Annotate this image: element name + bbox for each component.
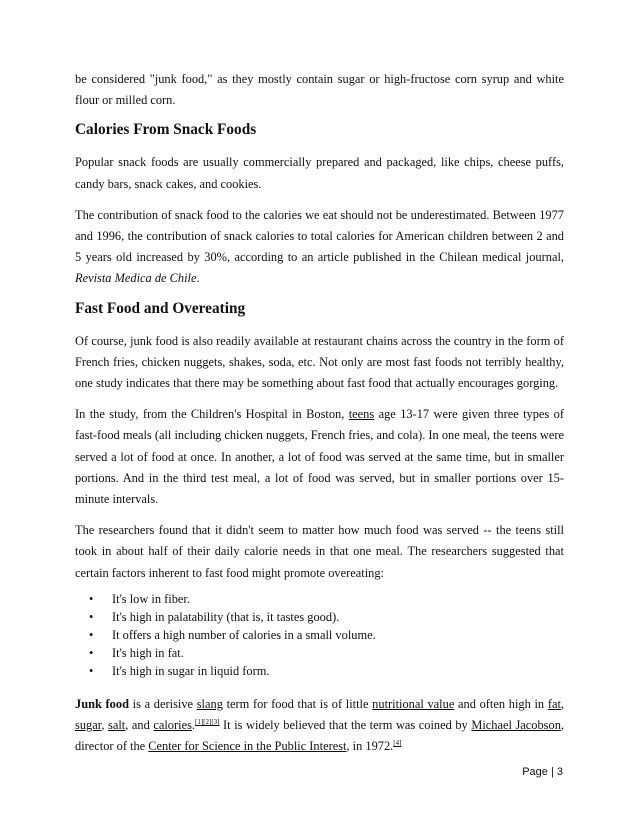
heading-snack-calories: Calories From Snack Foods (75, 121, 257, 139)
snack-paragraph-2-text: The contribution of snack food to the calories we eat should not be underestimated. Between 1977 and 1996, the contribution of snack calories to total calories for American children between 2 and 5 years old increased by 30%, according to an article published in the Chilean medical journal, (75, 207, 564, 265)
def-text: It is widely believed that the term was coined by (219, 718, 472, 733)
bullet-icon: • (89, 591, 94, 606)
fat-link[interactable]: fat (547, 696, 561, 711)
list-item (75, 590, 564, 608)
sugar-link[interactable]: sugar (75, 718, 102, 733)
list-item (75, 626, 564, 644)
michael-jacobson-link[interactable]: Michael Jacobson (471, 718, 561, 733)
study-paragraph (75, 404, 564, 510)
def-text: and often high in (454, 696, 548, 711)
study-text-b: age 13-17 were given three types of fast-food meals (all including chicken nuggets, French fries, and cola). In one meal, the teens were served a lot of food at once. In another, a lot of food was served at the same time, but in smaller portions. And in the third test meal, a lot of food was served, but in smaller portions over 15-minute intervals. (75, 407, 564, 507)
list-item-text: It's high in fat. (112, 645, 184, 660)
def-text: term for food that is of little (222, 696, 373, 711)
research-paragraph: The researchers found that it didn't seem to matter how much food was served -- the teens still took in about half of their daily calorie needs in that one meal. The researchers suggested that certain factors inherent to fast food might promote overeating: (75, 523, 564, 580)
def-text: , (101, 718, 109, 733)
def-text: is a derisive (128, 696, 197, 711)
page-number: Page | 3 (522, 766, 563, 778)
nutritional-value-link[interactable]: nutritional value (372, 696, 455, 711)
bullet-icon: • (89, 609, 94, 624)
def-text: , director of the (75, 718, 565, 754)
overeating-factors-list (75, 590, 564, 680)
list-item-text: It's high in palatability (that is, it tastes good). (112, 609, 340, 624)
def-text: , and (125, 718, 154, 733)
intro-paragraph: be considered "junk food," as they mostly contain sugar or high-fructose corn syrup and white flour or milled corn. (75, 72, 564, 108)
heading-fast-food: Fast Food and Overeating (75, 299, 246, 317)
list-item-text: It offers a high number of calories in a small volume. (112, 627, 376, 642)
bullet-icon: • (89, 645, 94, 660)
list-item (75, 608, 564, 626)
teens-link[interactable]: teens (348, 407, 375, 422)
snack-paragraph-1: Popular snack foods are usually commercially prepared and packaged, like chips, cheese puffs, candy bars, snack cakes, and cookies. (75, 155, 564, 191)
cspi-link[interactable]: Center for Science in the Public Interest (148, 739, 347, 754)
junk-food-term: Junk food (75, 696, 129, 711)
reference-link-4[interactable]: [4] (393, 739, 402, 748)
document-page (75, 69, 564, 757)
list-item-text: It's high in sugar in liquid form. (112, 663, 270, 678)
def-text: , (560, 696, 564, 711)
snack-paragraph-2-end: . (196, 271, 200, 286)
calories-link[interactable]: calories (153, 718, 192, 733)
list-item (75, 662, 564, 680)
bullet-icon: • (89, 627, 94, 642)
bullet-icon: • (89, 663, 94, 678)
definition-paragraph (75, 694, 564, 758)
slang-link[interactable]: slang (196, 696, 223, 711)
def-text: , in 1972. (346, 739, 394, 754)
list-item (75, 644, 564, 662)
snack-paragraph-2 (75, 205, 564, 290)
salt-link[interactable]: salt (108, 718, 126, 733)
def-text: . (191, 718, 195, 733)
journal-title: Revista Medica de Chile (75, 271, 197, 286)
fast-food-paragraph: Of course, junk food is also readily available at restaurant chains across the country in the form of French fries, chicken nuggets, shakes, soda, etc. Not only are most fast foods not terribly healthy, one study indicates that there may be something about fast food that actually encourages gorging. (75, 333, 564, 391)
study-text-a: In the study, from the Children's Hospital in Boston, (75, 407, 349, 422)
list-item-text: It's low in fiber. (112, 591, 190, 606)
reference-links-1-3[interactable]: [1][2][3] (195, 717, 220, 726)
